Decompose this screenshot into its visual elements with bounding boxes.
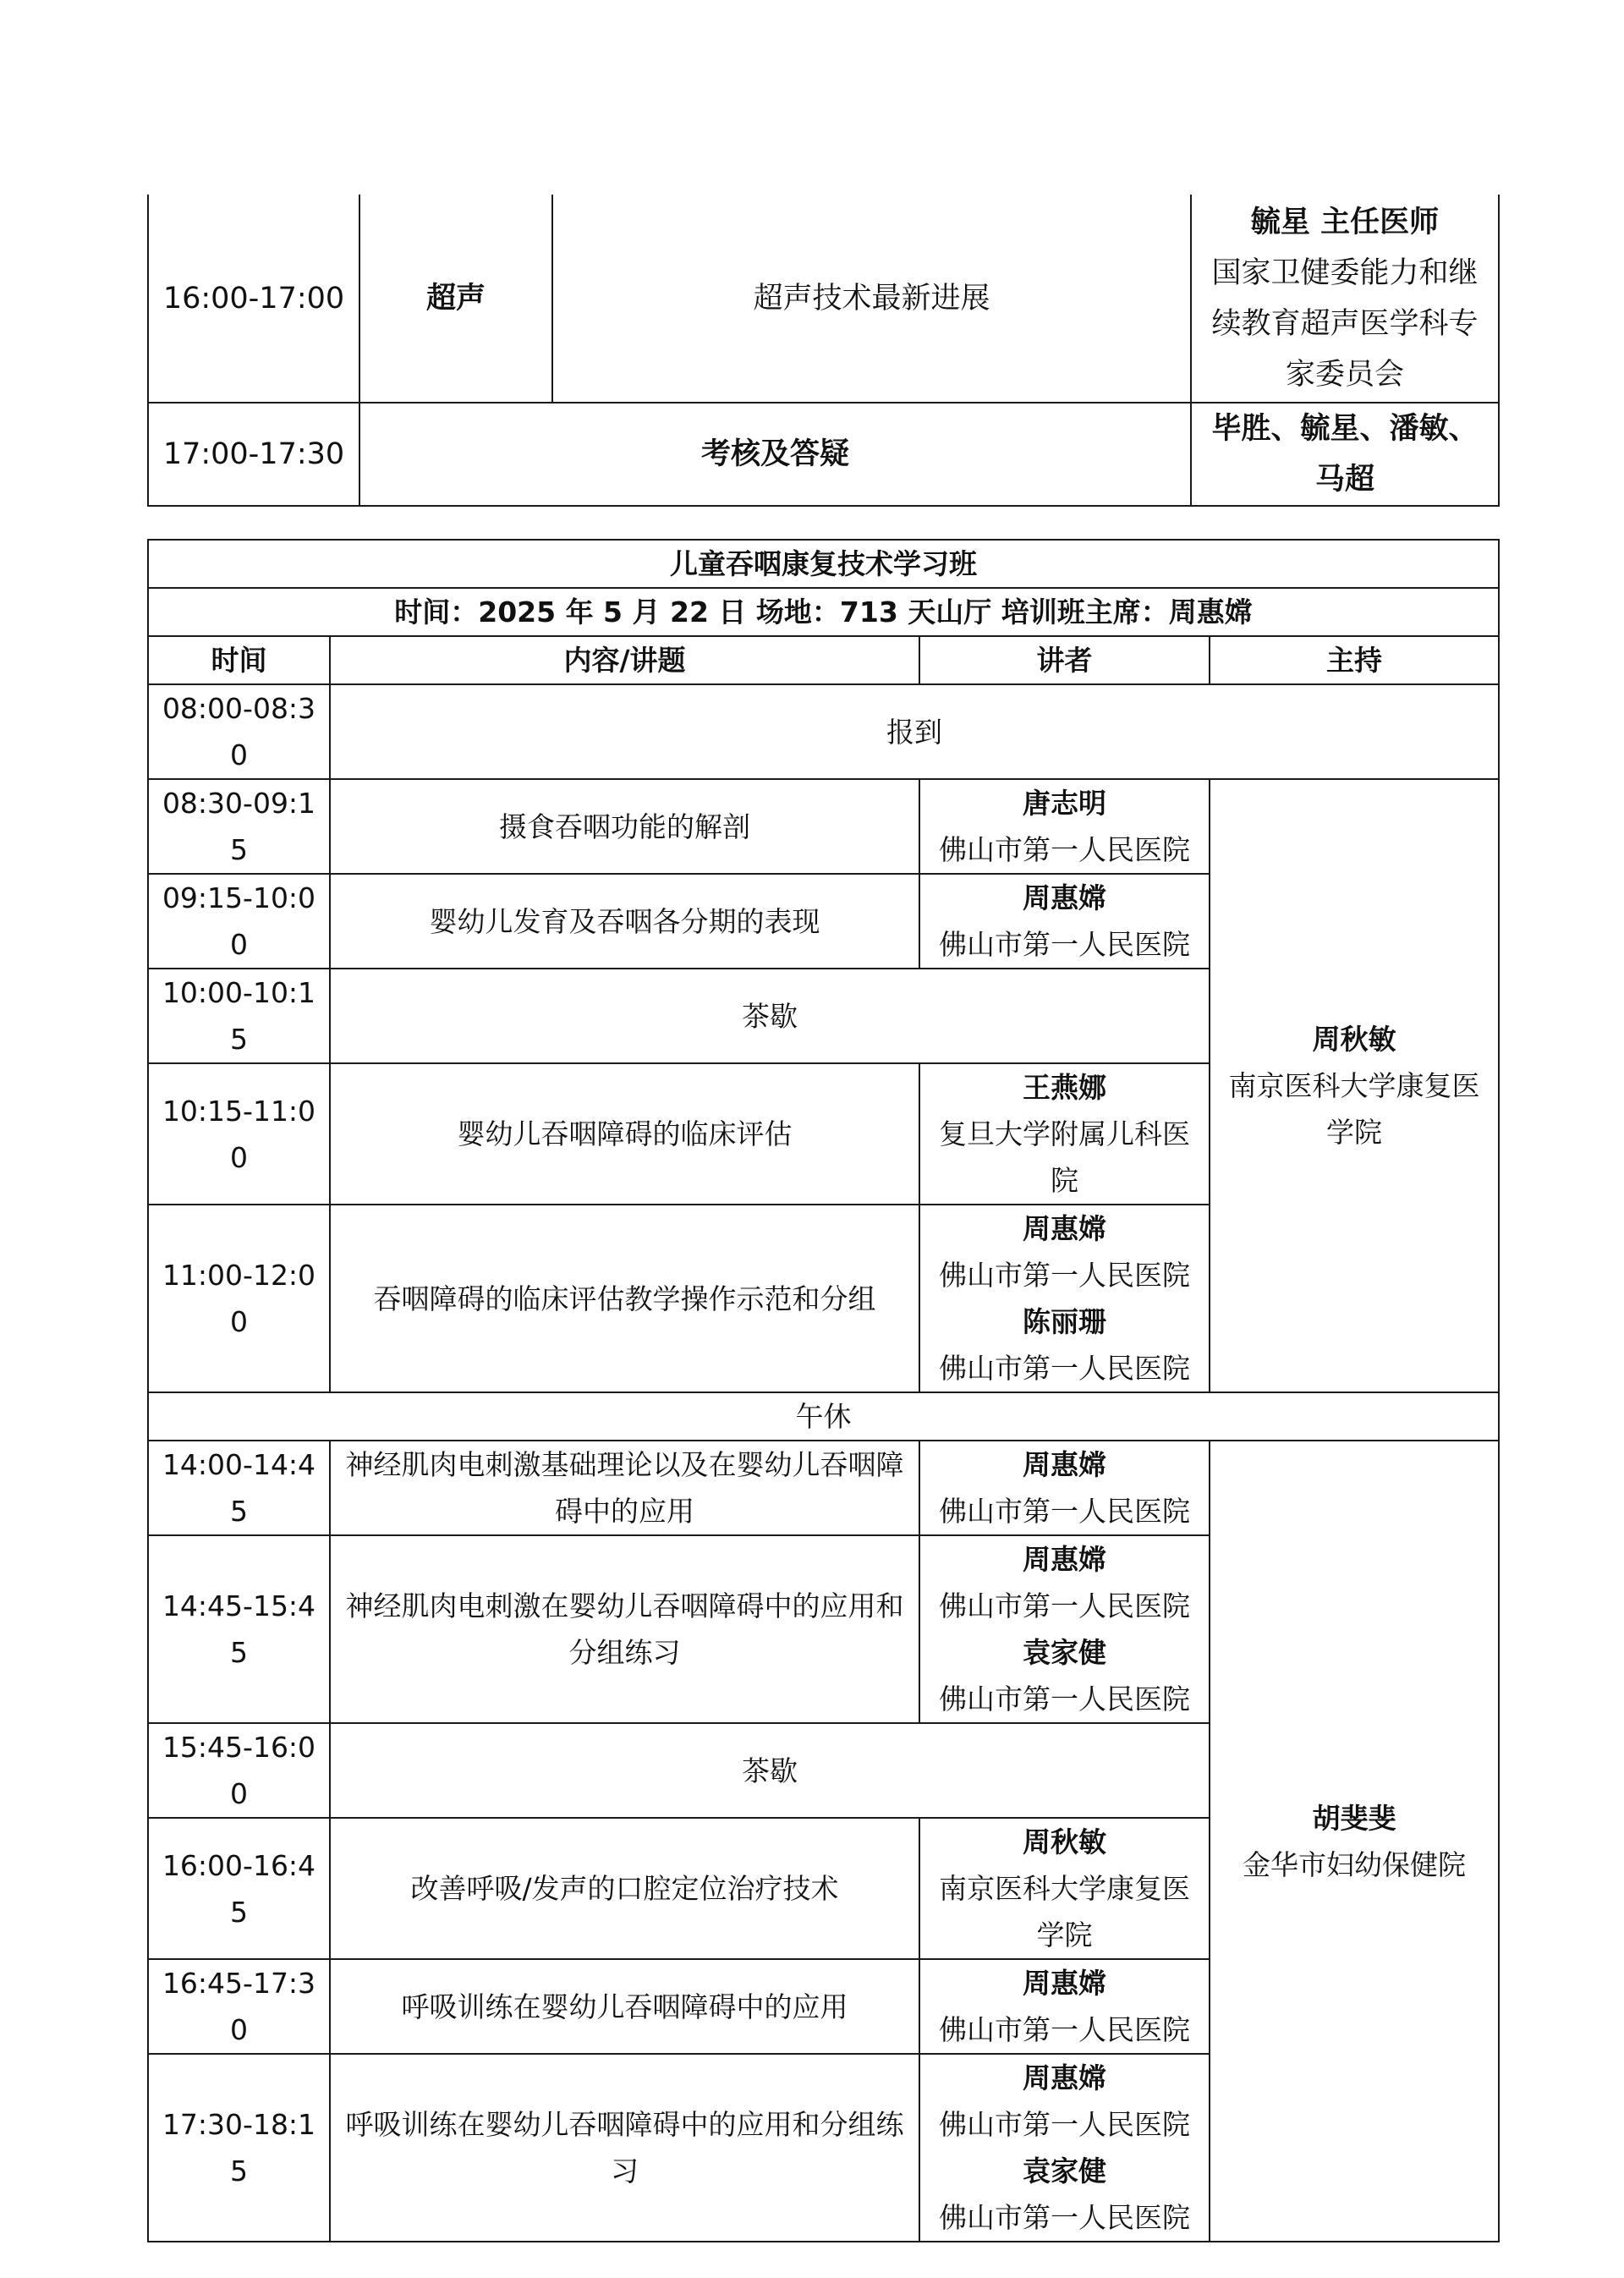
speaker-cell	[1191, 403, 1499, 506]
host-org-line: 学院	[1326, 1116, 1382, 1149]
topic-line: 神经肌肉电刺激基础理论以及在婴幼儿吞咽障	[345, 1448, 904, 1481]
topic-cell: 考核及答疑	[359, 403, 1191, 506]
time-cell: 17:00-17:30	[148, 403, 359, 506]
speaker-org: 佛山市第一人民医院	[939, 1589, 1190, 1622]
topic-cell: 吞咽障碍的临床评估教学操作示范和分组	[330, 1205, 919, 1392]
speaker-cell	[919, 1441, 1210, 1535]
topic-cell	[330, 1535, 919, 1723]
lunch-cell: 午休	[148, 1392, 1499, 1441]
topic-cell: 超声技术最新进展	[552, 195, 1191, 403]
speaker-name: 周惠嫦	[1023, 2061, 1106, 2094]
table-row	[148, 1441, 1499, 1535]
speaker-org-line: 院	[1051, 1164, 1078, 1197]
speaker-org: 佛山市第一人民医院	[939, 2013, 1190, 2046]
time-cell: 11:00-12:00	[148, 1205, 330, 1392]
time-cell: 08:00-08:30	[148, 684, 330, 779]
topic-line: 分组练习	[568, 1636, 681, 1669]
table-row	[148, 403, 1499, 506]
speaker-org: 佛山市第一人民医院	[939, 2108, 1190, 2141]
time-cell: 17:30-18:15	[148, 2054, 330, 2242]
time-cell: 09:15-10:00	[148, 874, 330, 969]
course-schedule-table	[147, 539, 1500, 2242]
speaker-cell	[919, 2054, 1210, 2242]
header-host: 主持	[1210, 636, 1499, 684]
topic-cell	[330, 1441, 919, 1535]
speaker-name: 毓星 主任医师	[1250, 205, 1440, 239]
speaker-org: 佛山市第一人民医院	[939, 833, 1190, 866]
table-row	[148, 684, 1499, 779]
topic-line: 神经肌肉电刺激在婴幼儿吞咽障碍中的应用和	[345, 1589, 904, 1622]
speaker-org-line: 家委员会	[1285, 357, 1404, 392]
time-cell: 14:45-15:45	[148, 1535, 330, 1723]
speaker-cell	[919, 1205, 1210, 1392]
speaker-name: 陈丽珊	[1023, 1305, 1106, 1338]
speaker-name: 袁家健	[1023, 2154, 1106, 2187]
speaker-cell	[919, 1063, 1210, 1205]
course-info: 时间：2025 年 5 月 22 日 场地：713 天山厅 培训班主席：周惠嫦	[148, 588, 1499, 636]
topic-cell	[330, 2054, 919, 2242]
speaker-cell	[919, 874, 1210, 969]
host-name: 周秋敏	[1312, 1023, 1396, 1056]
table-row	[148, 779, 1499, 874]
lunch-row	[148, 1392, 1499, 1441]
host-org-line: 南京医科大学康复医	[1228, 1069, 1480, 1102]
speaker-name: 袁家健	[1023, 1636, 1106, 1669]
host-cell-morning	[1210, 779, 1499, 1392]
speaker-name: 周惠嫦	[1023, 1448, 1106, 1481]
time-cell: 16:45-17:30	[148, 1959, 330, 2054]
speaker-line: 毕胜、毓星、潘敏、	[1211, 412, 1479, 446]
topic-cell: 改善呼吸/发声的口腔定位治疗技术	[330, 1818, 919, 1959]
speaker-name: 周惠嫦	[1023, 1967, 1106, 2000]
speaker-name: 唐志明	[1023, 787, 1106, 820]
topic-cell: 婴幼儿吞咽障碍的临床评估	[330, 1063, 919, 1205]
speaker-org-line: 学院	[1036, 1918, 1093, 1951]
topic-cell: 呼吸训练在婴幼儿吞咽障碍中的应用	[330, 1959, 919, 2054]
break-cell: 茶歇	[330, 969, 1210, 1063]
speaker-cell	[1191, 195, 1499, 403]
header-content: 内容/讲题	[330, 636, 919, 684]
host-name: 胡斐斐	[1312, 1801, 1396, 1835]
host-cell-afternoon	[1210, 1441, 1499, 2242]
header-speaker: 讲者	[919, 636, 1210, 684]
time-cell: 08:30-09:15	[148, 779, 330, 874]
speaker-cell	[919, 779, 1210, 874]
course-title: 儿童吞咽康复技术学习班	[148, 540, 1499, 588]
speaker-org: 佛山市第一人民医院	[939, 928, 1190, 961]
speaker-org-line: 国家卫健委能力和继	[1211, 255, 1479, 290]
time-cell: 10:15-11:00	[148, 1063, 330, 1205]
header-row	[148, 636, 1499, 684]
category-cell: 超声	[359, 195, 552, 403]
speaker-org: 佛山市第一人民医院	[939, 1495, 1190, 1528]
time-cell: 10:00-10:15	[148, 969, 330, 1063]
speaker-name: 周惠嫦	[1023, 881, 1106, 914]
speaker-org: 佛山市第一人民医院	[939, 2201, 1190, 2234]
time-cell: 15:45-16:00	[148, 1723, 330, 1818]
speaker-line: 马超	[1314, 463, 1374, 497]
speaker-name: 周惠嫦	[1023, 1543, 1106, 1576]
speaker-org-line: 南京医科大学康复医	[939, 1872, 1190, 1905]
topic-cell: 摄食吞咽功能的解剖	[330, 779, 919, 874]
speaker-cell	[919, 1535, 1210, 1723]
title-row	[148, 540, 1499, 588]
speaker-name: 周惠嫦	[1023, 1212, 1106, 1245]
registration-cell: 报到	[330, 684, 1499, 779]
speaker-cell	[919, 1959, 1210, 2054]
previous-schedule-table	[147, 195, 1500, 507]
speaker-org: 佛山市第一人民医院	[939, 1352, 1190, 1385]
speaker-org: 佛山市第一人民医院	[939, 1682, 1190, 1715]
speaker-name: 王燕娜	[1023, 1071, 1106, 1104]
speaker-org: 佛山市第一人民医院	[939, 1259, 1190, 1292]
speaker-name: 周秋敏	[1023, 1825, 1106, 1858]
speaker-org-line: 复旦大学附属儿科医	[939, 1117, 1190, 1150]
topic-line: 呼吸训练在婴幼儿吞咽障碍中的应用和分组练	[345, 2108, 904, 2141]
time-cell: 14:00-14:45	[148, 1441, 330, 1535]
speaker-cell	[919, 1818, 1210, 1959]
info-row	[148, 588, 1499, 636]
speaker-org-line: 续教育超声医学科专	[1211, 306, 1479, 341]
break-cell: 茶歇	[330, 1723, 1210, 1818]
header-time: 时间	[148, 636, 330, 684]
table-row	[148, 195, 1499, 403]
time-cell: 16:00-16:45	[148, 1818, 330, 1959]
time-cell: 16:00-17:00	[148, 195, 359, 403]
host-org: 金华市妇幼保健院	[1243, 1847, 1466, 1881]
topic-line: 碍中的应用	[555, 1495, 694, 1528]
topic-cell: 婴幼儿发育及吞咽各分期的表现	[330, 874, 919, 969]
topic-line: 习	[611, 2154, 639, 2187]
